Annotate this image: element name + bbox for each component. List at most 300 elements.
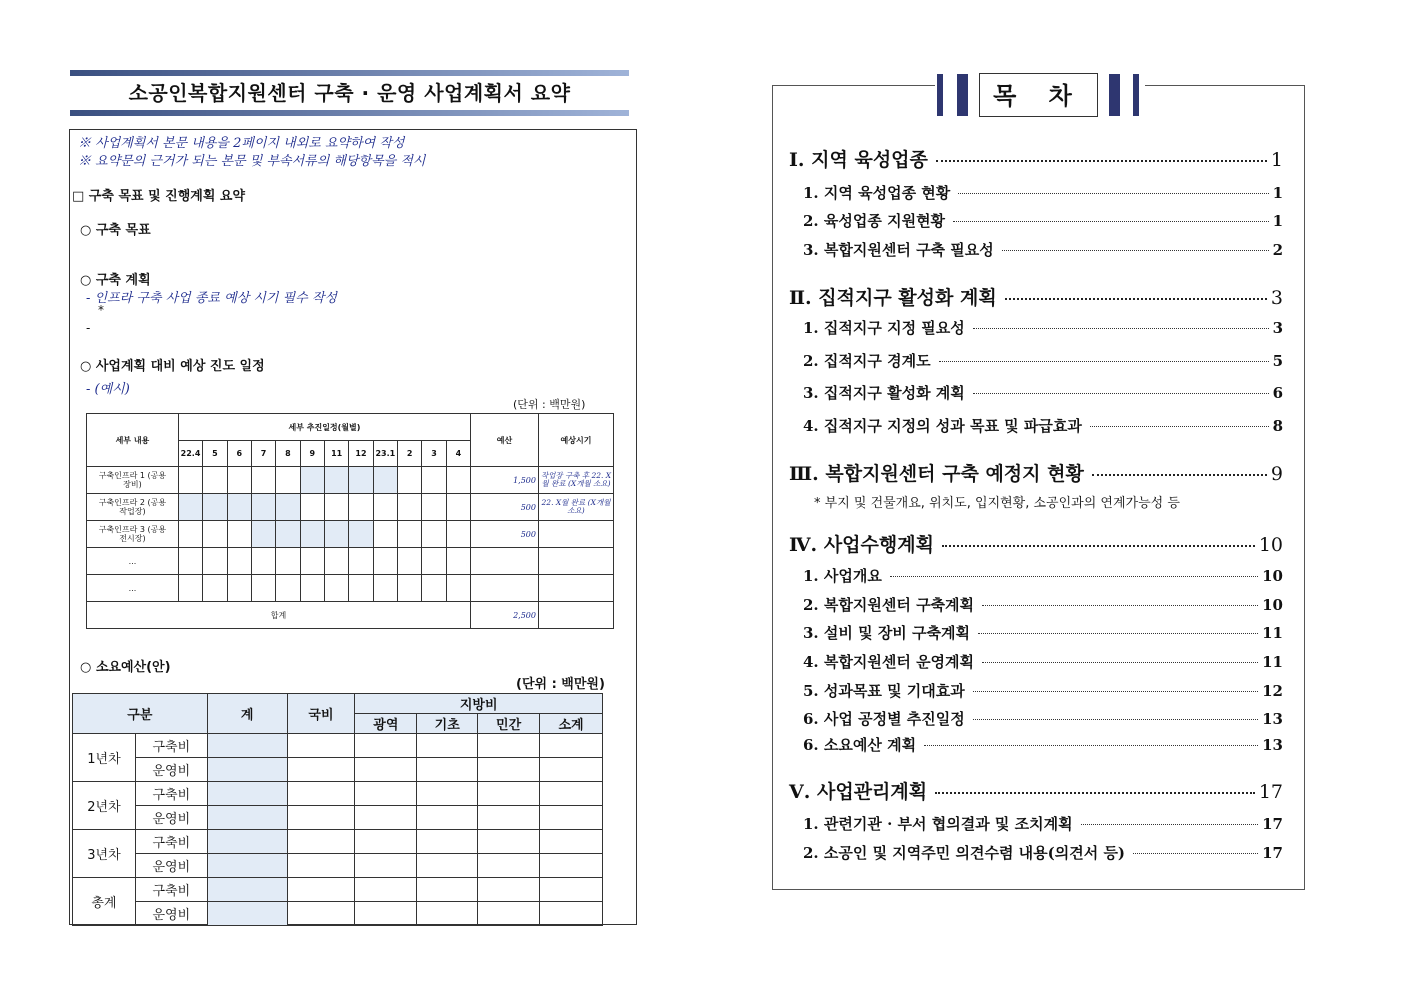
row-item: ... [87,548,179,575]
toc-leader [973,691,1258,692]
toc-section [789,530,1283,557]
budget-cell [540,902,603,926]
total-expected [538,602,613,629]
toc-page: 10 [1258,534,1283,556]
toc-title: 지역 육성업종 현황 [823,184,951,202]
toc-number: 2. [803,352,819,370]
toc-leader [939,361,1269,362]
toc-item [803,210,1283,231]
toc-number: Ⅱ. [789,287,812,309]
toc-leader [890,576,1258,577]
budget-row-label: 구축비 [135,734,207,758]
toc-item [803,415,1283,436]
toc-item [803,708,1283,729]
budget-cell [355,758,417,782]
budget-table [72,693,603,926]
toc-section [789,145,1283,172]
month-cell [446,548,470,575]
toc-leader [953,221,1269,222]
month-cell [178,467,202,494]
budget-cell [355,782,417,806]
toc-number: 6. [803,736,819,754]
month-cell [398,575,422,602]
toc-leader [1081,824,1259,825]
sub-col: 기초 [417,714,478,734]
toc-number: Ⅳ. [789,534,818,556]
budget-cell [417,806,478,830]
toc-header: 목 차 [979,73,1098,117]
sub-col: 광역 [355,714,417,734]
month-cell [349,467,373,494]
budget-cell [355,902,417,926]
row-item: 구축인프라 1 (공용장비) [87,467,179,494]
budget-cell [287,878,355,902]
toc-item [803,350,1283,371]
row-expected [538,521,613,548]
budget-group: 총계 [73,878,136,926]
toc-page: 13 [1262,710,1283,728]
toc-title: 사업관리계획 [816,781,928,803]
toc-item [803,734,1283,755]
budget-cell [207,806,287,830]
month-cell [251,467,275,494]
month-cell [373,494,397,521]
month-cell [300,548,324,575]
budget-row-label: 운영비 [135,854,207,878]
budget-row [73,782,603,806]
toc-spacer [810,781,817,803]
toc-spacer [817,534,824,556]
toc-number: 1. [803,567,819,585]
budget-cell [478,854,540,878]
month-cell [300,467,324,494]
month-cell [373,521,397,548]
budget-cell [417,878,478,902]
month-header: 2 [398,441,422,467]
toc-page: 8 [1272,417,1283,435]
toc-title: 성과목표 및 기대효과 [823,682,965,700]
toc-number: 1. [803,319,819,337]
row-expected: 22. X월 완료 (X개월 소요) [538,494,613,521]
budget-cell [478,758,540,782]
budget-cell [540,806,603,830]
budget-row [73,854,603,878]
month-header: 3 [422,441,446,467]
toc-note: * 부지 및 건물개요, 위치도, 입지현황, 소공인과의 연계가능성 등 [814,496,1180,511]
toc-section [789,283,1283,310]
toc-number: 2. [803,596,819,614]
toc-number: 4. [803,417,819,435]
toc-page: 1 [1270,149,1283,171]
toc-page: 17 [1258,781,1283,803]
row-budget: 500 [471,521,539,548]
budget-cell [355,878,417,902]
row-item: 구축인프라 2 (공용작업장) [87,494,179,521]
budget-row-label: 구축비 [135,830,207,854]
toc-page: 3 [1270,287,1283,309]
toc-item [803,594,1283,615]
row-expected [538,575,613,602]
schedule-row [87,548,614,575]
plan-line-1: - 인프라 구축 사업 종료 예상 시기 필수 작성 [86,291,337,306]
toc-page: 9 [1270,463,1283,485]
toc-number: Ⅲ. [789,463,819,485]
month-header: 5 [203,441,227,467]
toc-title: 육성업종 지원현황 [823,212,946,230]
toc-item [803,565,1283,586]
budget-cell [478,734,540,758]
month-cell [349,494,373,521]
row-item: 구축인프라 3 (공용전시장) [87,521,179,548]
toc-number: Ⅰ. [789,149,805,171]
budget-cell [478,878,540,902]
toc-page: 11 [1262,653,1283,671]
total-row [87,602,614,629]
toc-title: 복합지원센터 구축 필요성 [823,241,994,259]
month-cell [203,575,227,602]
col-budget: 예산 [471,414,539,467]
budget-cell [355,734,417,758]
month-cell [203,521,227,548]
toc-page: 3 [1272,319,1283,337]
budget-cell [287,734,355,758]
toc-title: 관련기관 · 부서 협의결과 및 조치계획 [823,815,1073,833]
budget-row [73,902,603,926]
toc-page: 17 [1262,815,1283,833]
month-cell [276,521,300,548]
col-schedule: 세부 추진일정(월별) [178,414,470,441]
plan-label: ○ 구축 계획 [80,273,151,288]
schedule-example: - (예시) [86,382,130,397]
budget-cell [207,854,287,878]
goal-label: ○ 구축 목표 [80,223,151,238]
toc-leader [935,792,1255,794]
unit-label-1: (단위 : 백만원) [513,398,586,411]
toc-leader [1090,426,1269,427]
col-expected: 예상시기 [538,414,613,467]
budget-cell [355,806,417,830]
month-cell [349,548,373,575]
toc-leader [978,633,1258,634]
month-cell [446,494,470,521]
month-header: 8 [276,441,300,467]
toc-number: Ⅴ. [789,781,811,803]
header-bar [957,74,968,116]
schedule-row [87,467,614,494]
unit-label-2: (단위 : 백만원) [516,677,605,692]
toc-title: 집적지구 경계도 [823,352,931,370]
month-cell [422,494,446,521]
budget-row [73,806,603,830]
toc-item [803,182,1283,203]
title-rule-bottom [70,110,629,116]
col-category: 구분 [73,694,208,734]
budget-cell [478,782,540,806]
toc-title: 집적지구 활성화 계획 [818,287,997,309]
toc-title: 사업개요 [823,567,882,585]
month-cell [422,575,446,602]
toc-title: 지역 육성업종 [811,149,928,171]
month-cell [251,575,275,602]
month-cell [178,494,202,521]
month-cell [178,548,202,575]
toc-section [789,459,1283,486]
col-national: 국비 [287,694,355,734]
toc-leader [982,662,1258,663]
budget-cell [355,854,417,878]
month-cell [324,548,348,575]
budget-row-label: 구축비 [135,782,207,806]
budget-cell [417,902,478,926]
month-cell [373,575,397,602]
toc-number: 3. [803,624,819,642]
budget-cell [417,782,478,806]
budget-cell [478,902,540,926]
toc-item [803,239,1283,260]
toc-title: 복합지원센터 운영계획 [823,653,975,671]
toc-page: 5 [1272,352,1283,370]
month-cell [300,521,324,548]
toc-leader [1133,853,1258,854]
month-cell [251,494,275,521]
month-cell [300,494,324,521]
budget-cell [478,806,540,830]
toc-page: 17 [1262,844,1283,862]
sub-col: 민간 [478,714,540,734]
month-cell [203,467,227,494]
month-cell [422,467,446,494]
toc-page: 1 [1272,212,1283,230]
budget-cell [287,854,355,878]
budget-cell [207,878,287,902]
month-cell [373,548,397,575]
toc-number: 3. [803,384,819,402]
month-cell [276,494,300,521]
budget-cell [540,830,603,854]
toc-leader [973,328,1269,329]
budget-group: 3년차 [73,830,136,878]
toc-page: 12 [1262,682,1283,700]
budget-group: 2년차 [73,782,136,830]
month-header: 7 [251,441,275,467]
budget-cell [417,854,478,878]
col-item: 세부 내용 [87,414,179,467]
budget-cell [207,782,287,806]
month-cell [276,467,300,494]
month-header: 11 [324,441,348,467]
month-header: 6 [227,441,251,467]
toc-page: 2 [1272,241,1283,259]
budget-cell [540,734,603,758]
budget-cell [540,854,603,878]
budget-row [73,734,603,758]
plan-line-2: * [98,303,104,317]
budget-row [73,758,603,782]
budget-cell [355,830,417,854]
month-cell [422,548,446,575]
budget-cell [207,734,287,758]
month-cell [251,521,275,548]
budget-group: 1년차 [73,734,136,782]
toc-title: 집적지구 지정 필요성 [823,319,965,337]
toc-page: 10 [1262,567,1283,585]
month-cell [324,575,348,602]
page-title: 소공인복합지원센터 구축 · 운영 사업계획서 요약 [128,81,571,105]
schedule-row [87,494,614,521]
month-cell [349,521,373,548]
budget-row [73,878,603,902]
toc-leader [973,719,1258,720]
col-local: 지방비 [355,694,603,714]
note-2: ※ 요약문의 근거가 되는 본문 및 부속서류의 해당항목을 적시 [78,154,426,169]
budget-row-label: 운영비 [135,806,207,830]
month-cell [398,494,422,521]
budget-cell [207,830,287,854]
month-cell [227,494,251,521]
month-header: 12 [349,441,373,467]
month-cell [373,467,397,494]
toc-leader [973,393,1269,394]
toc-page: 11 [1262,624,1283,642]
budget-cell [207,902,287,926]
toc-title: 집적지구 활성화 계획 [823,384,965,402]
toc-leader [958,193,1268,194]
budget-cell [287,782,355,806]
month-cell [398,467,422,494]
toc-number: 2. [803,212,819,230]
month-cell [276,575,300,602]
toc-page: 13 [1262,736,1283,754]
toc-leader [982,605,1258,606]
toc-title: 설비 및 장비 구축계획 [823,624,970,642]
header-bar [1109,74,1120,116]
toc-leader [936,160,1267,162]
total-budget: 2,500 [471,602,539,629]
section-heading: □ 구축 목표 및 진행계획 요약 [72,189,246,204]
toc-page: 10 [1262,596,1283,614]
toc-item [803,680,1283,701]
budget-cell [417,758,478,782]
schedule-row [87,521,614,548]
month-cell [227,575,251,602]
toc-number: 1. [803,815,819,833]
toc-leader [1002,250,1269,251]
month-cell [446,575,470,602]
toc-item [803,813,1283,834]
toc-title: 집적지구 지정의 성과 목표 및 파급효과 [823,417,1082,435]
month-cell [324,494,348,521]
budget-row-label: 구축비 [135,878,207,902]
month-cell [251,548,275,575]
row-expected [538,548,613,575]
budget-cell [540,878,603,902]
month-cell [300,575,324,602]
header-bar [937,74,943,116]
budget-label: ○ 소요예산(안) [80,660,171,675]
row-budget: 500 [471,494,539,521]
month-cell [446,467,470,494]
toc-title: 사업 공정별 추진일정 [823,710,965,728]
toc-number: 4. [803,653,819,671]
budget-cell [287,830,355,854]
schedule-table [86,413,614,629]
budget-row-label: 운영비 [135,758,207,782]
toc-title: 사업수행계획 [823,534,934,556]
budget-cell [417,734,478,758]
month-cell [227,467,251,494]
plan-line-3: - [86,321,91,335]
toc-number: 5. [803,682,819,700]
month-cell [178,575,202,602]
toc-leader [924,745,1258,746]
month-cell [203,548,227,575]
month-header: 4 [446,441,470,467]
note-1: ※ 사업계획서 본문 내용을 2페이지 내외로 요약하여 작성 [78,136,405,151]
toc-title: 복합지원센터 구축계획 [823,596,975,614]
toc-number: 3. [803,241,819,259]
toc-number: 2. [803,844,819,862]
toc-leader [1005,298,1267,300]
toc-item [803,842,1283,863]
month-header: 9 [300,441,324,467]
toc-page: 1 [1272,184,1283,202]
month-cell [324,521,348,548]
budget-cell [287,806,355,830]
row-budget [471,548,539,575]
month-cell [276,548,300,575]
budget-cell [540,782,603,806]
month-cell [398,548,422,575]
month-cell [446,521,470,548]
sub-col: 소계 [540,714,603,734]
budget-cell [540,758,603,782]
budget-cell [417,830,478,854]
toc-title: 소공인 및 지역주민 의견수렴 내용(의견서 등) [823,844,1126,862]
budget-row [73,830,603,854]
month-cell [324,467,348,494]
toc-item [803,622,1283,643]
toc-item [803,651,1283,672]
month-cell [398,521,422,548]
col-total: 계 [207,694,287,734]
toc-title: 복합지원센터 구축 예정지 현황 [825,463,1084,485]
row-budget: 1,500 [471,467,539,494]
row-item: ... [87,575,179,602]
toc-number: 6. [803,710,819,728]
toc-title: 소요예산 계획 [823,736,917,754]
month-cell [178,521,202,548]
month-header: 22.4 [178,441,202,467]
budget-row-label: 운영비 [135,902,207,926]
budget-cell [207,758,287,782]
toc-number: 1. [803,184,819,202]
toc-box [772,85,1305,890]
toc-section [789,777,1283,804]
schedule-row [87,575,614,602]
schedule-label: ○ 사업계획 대비 예상 진도 일정 [80,359,265,374]
month-header: 23.1 [373,441,397,467]
toc-page: 6 [1272,384,1283,402]
row-budget [471,575,539,602]
budget-cell [287,902,355,926]
month-cell [227,521,251,548]
row-expected: 작업장 구축 후 22. X월 완료 (X개월 소요) [538,467,613,494]
budget-cell [287,758,355,782]
budget-cell [478,830,540,854]
month-cell [227,548,251,575]
header-bar [1133,74,1139,116]
total-label: 합계 [87,602,471,629]
